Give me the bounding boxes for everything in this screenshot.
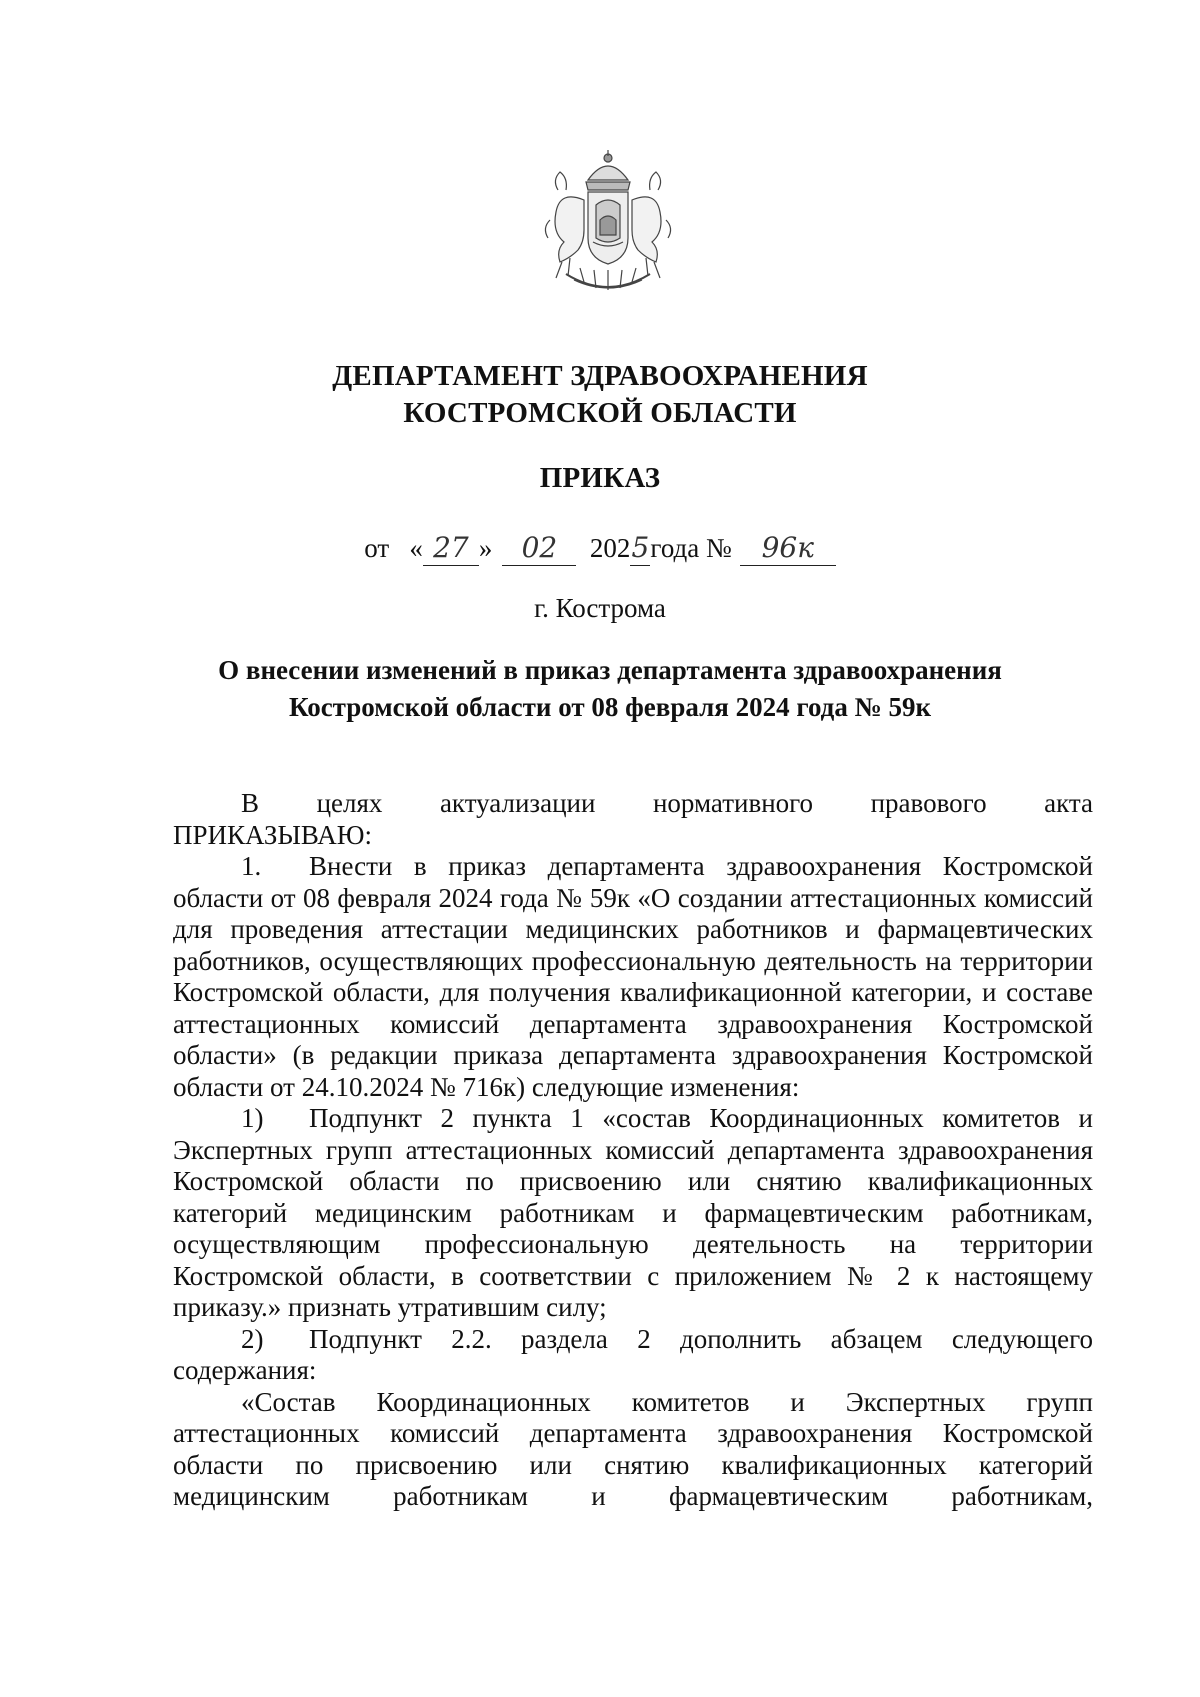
- handwritten-month: 02: [502, 531, 576, 566]
- department-name: [0, 358, 1200, 432]
- item-1-number: 1.: [241, 851, 262, 881]
- handwritten-order-number: 96к: [740, 531, 836, 566]
- quoted-addition-paragraph: «Состав Координационных комитетов и Экспертных групп аттестационных комиссий департамента здравоохранения Костромской области по присвоению или снятию квалификационных категорий медицинским работникам и фармацевтическим работникам,: [173, 1386, 1093, 1511]
- order-subject-line1: О внесении изменений в приказ департамента здравоохранения: [218, 655, 1002, 685]
- subitem-2-paragraph: [173, 1324, 1093, 1387]
- subitem-1-number: 1): [241, 1103, 264, 1133]
- open-quote: «: [409, 533, 423, 563]
- ordering-word: ПРИКАЗЫВАЮ:: [173, 819, 372, 850]
- document-body: [173, 788, 1093, 1513]
- order-subject: [160, 652, 1060, 726]
- intro-paragraph: В целях актуализации нормативного правового акта: [241, 788, 1093, 818]
- date-prefix: от: [364, 533, 390, 563]
- item-1-text: Внести в приказ департамента здравоохранения Костромской области от 08 февраля 2024 года № 59к «О создании аттестационных комиссий для проведения аттестации медицинских работников и фармацевтических работников, осуществляющих профессиональную деятельность на территории Костромской области, для получения квалификационной категории, и составе аттестационных комиссий департамента здравоохранения Костромской области» (в редакции приказа департамента здравоохранения Костромской области от 24.10.2024 № 716к) следующие изменения:: [173, 851, 1093, 1102]
- document-type-title: ПРИКАЗ: [539, 462, 661, 494]
- handwritten-year-digit: 5: [631, 531, 650, 564]
- subitem-2-text: Подпункт 2.2. раздела 2 дополнить абзацем следующего содержания:: [173, 1323, 1093, 1385]
- handwritten-day: 27: [423, 531, 479, 566]
- order-subject-line2: Костромской области от 08 февраля 2024 года № 59к: [288, 692, 932, 722]
- department-name-line1: ДЕПАРТАМЕНТ ЗДРАВООХРАНЕНИЯ: [332, 360, 868, 392]
- year-word: года №: [650, 533, 732, 563]
- close-quote: »: [478, 533, 493, 563]
- city-line: г. Кострома: [534, 593, 666, 623]
- subitem-2-number: 2): [241, 1323, 264, 1354]
- subitem-1-paragraph: [173, 1103, 1093, 1324]
- subitem-1-text: Подпункт 2 пункта 1 «состав Координационных комитетов и Экспертных групп аттестационных комиссий департамента здравоохранения Костромской области по присвоению или снятию квалификационных категорий медицинским работникам и фармацевтическим работникам, осуществляющим профессиональную деятельность на территории Костромской области, в соответствии с приложением № 2 к настоящему приказу.» признать утратившим силу;: [173, 1103, 1093, 1322]
- coat-of-arms-emblem: [538, 150, 678, 300]
- date-number-line: [0, 528, 1200, 568]
- year-prefix: 202: [589, 533, 631, 563]
- department-name-line2: КОСТРОМСКОЙ ОБЛАСТИ: [403, 397, 797, 429]
- item-1-paragraph: [173, 851, 1093, 1103]
